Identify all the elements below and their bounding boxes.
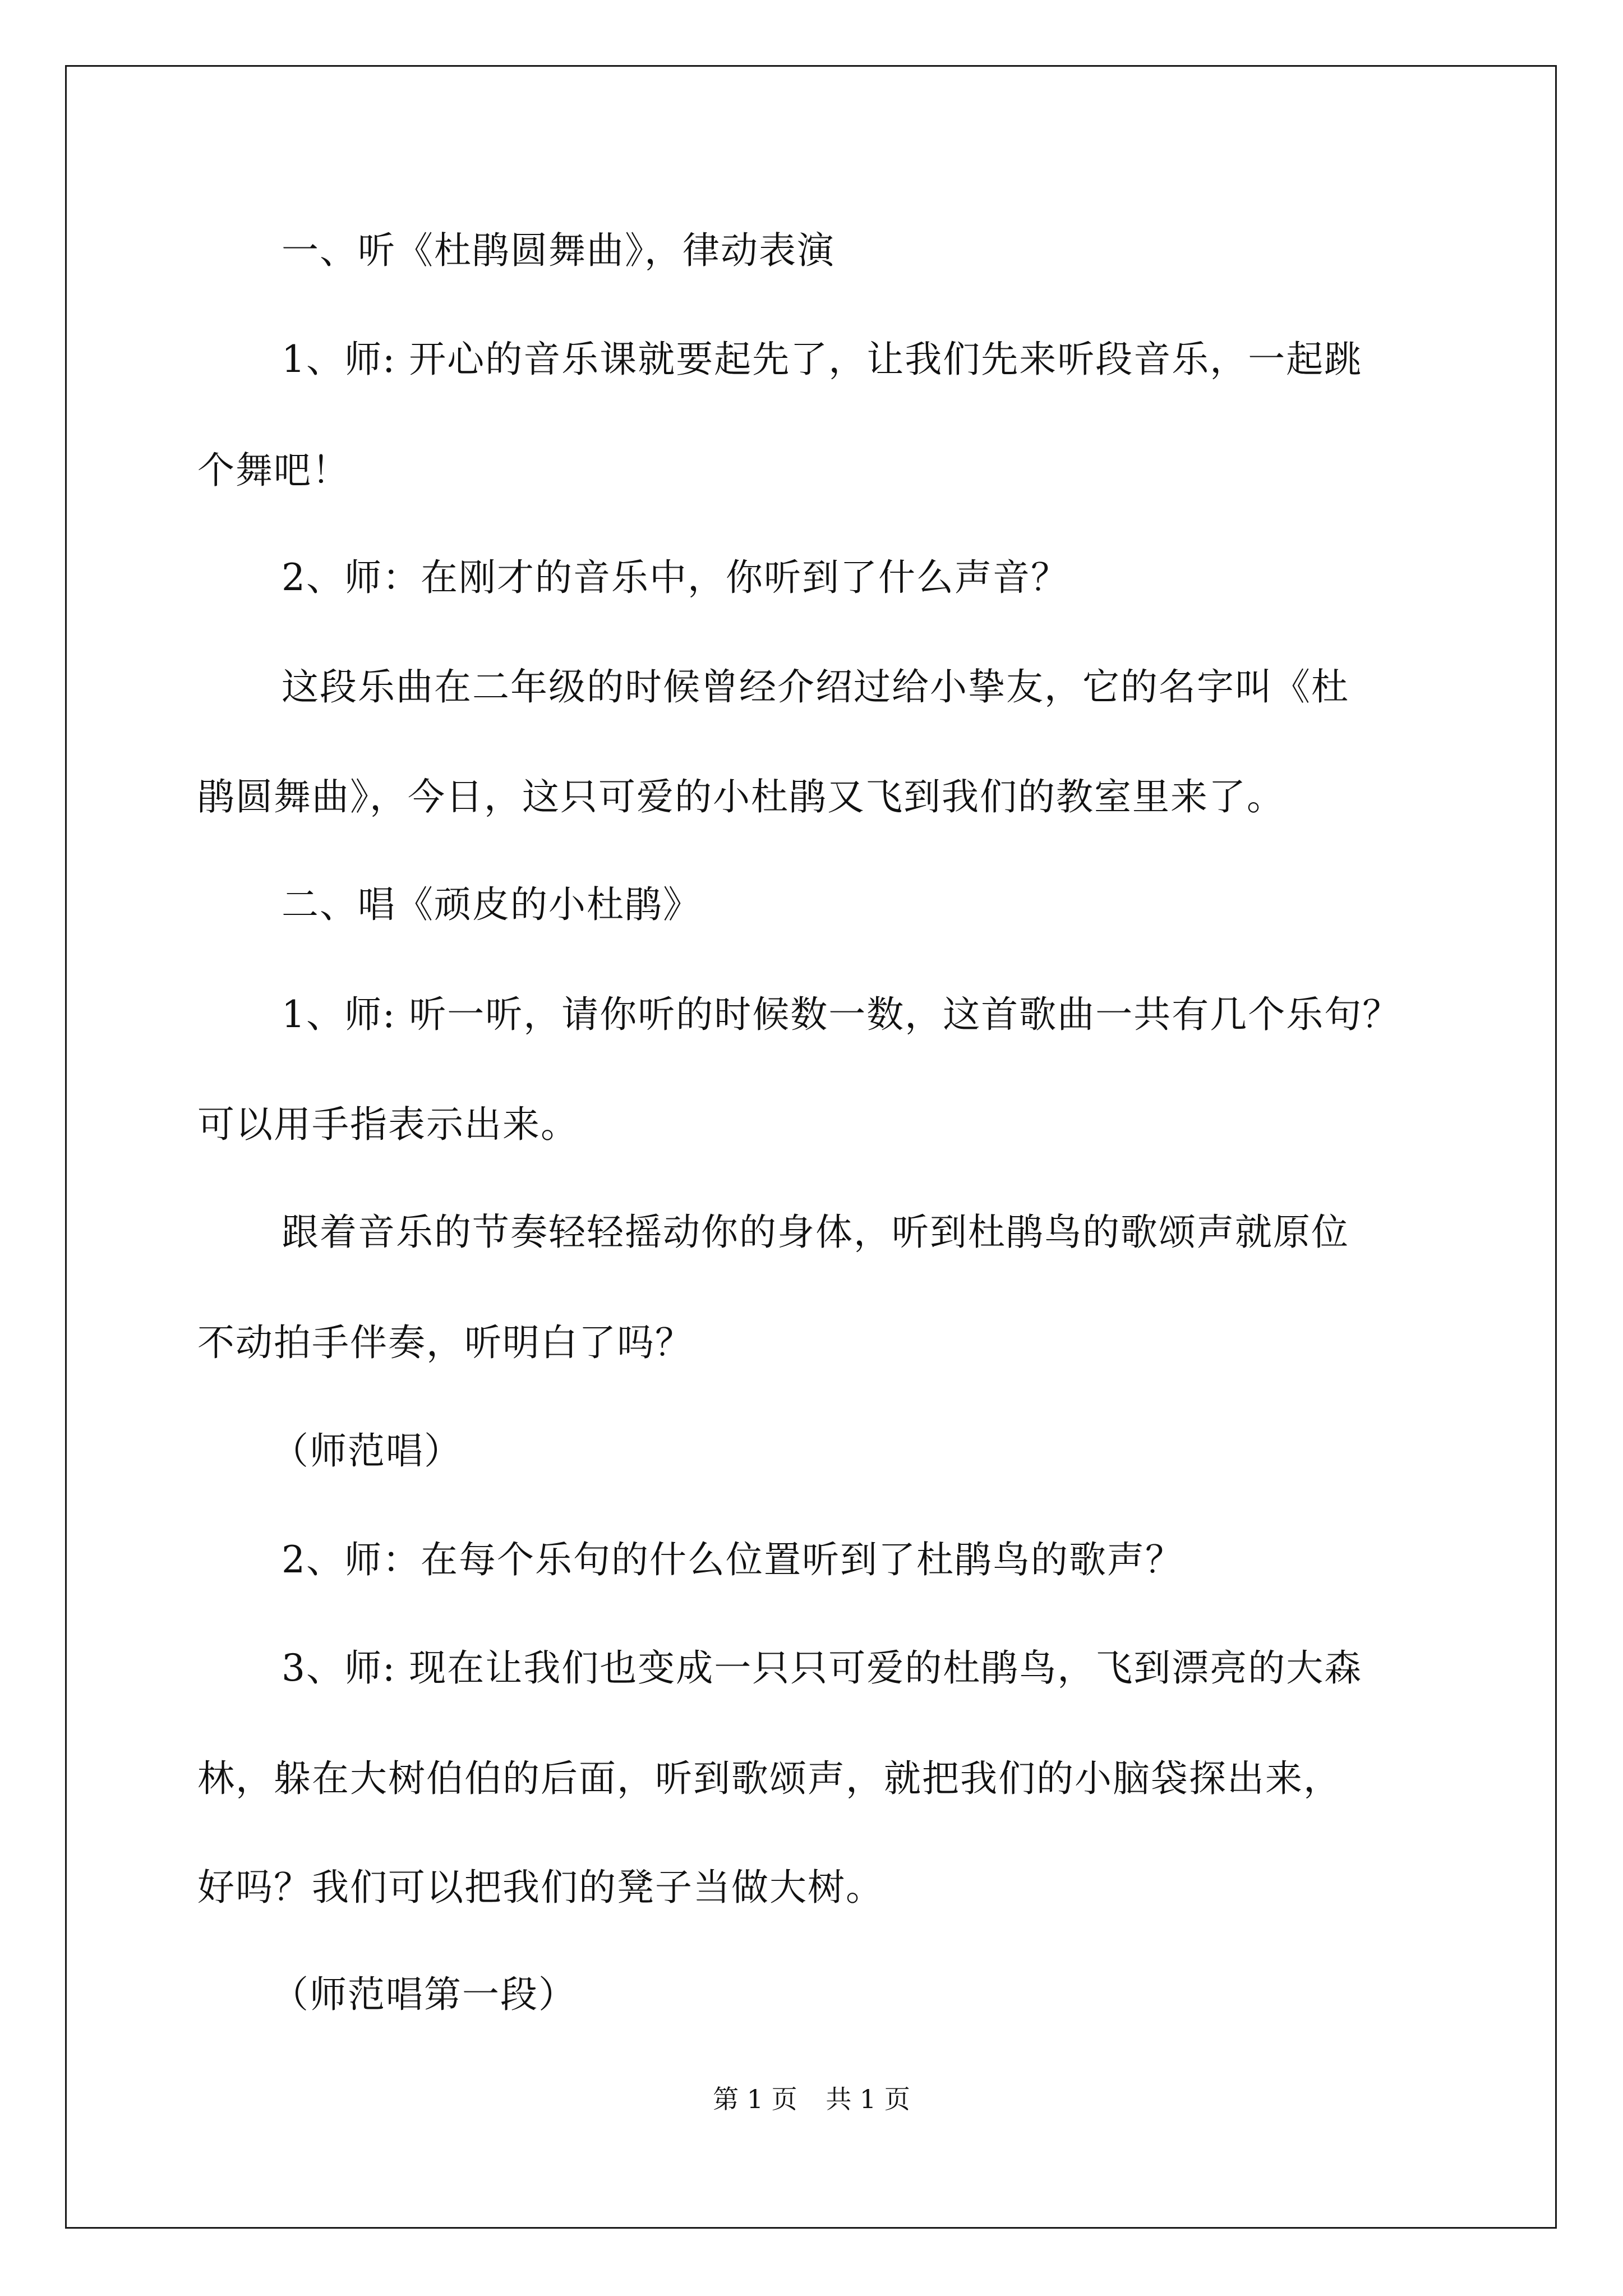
- paragraph-line: 这段乐曲在二年级的时候曾经介绍过给小挚友，它的名字叫《杜: [282, 665, 1349, 708]
- section-heading-2: 二、唱《顽皮的小杜鹃》: [282, 883, 701, 926]
- paragraph-line: 个舞吧！: [197, 449, 350, 492]
- paragraph-line: 可以用手指表示出来。: [197, 1103, 579, 1146]
- paragraph-line: 不动拍手伴奏，听明白了吗？: [197, 1321, 693, 1364]
- page-number-current: 第 1 页: [713, 2084, 797, 2114]
- page-number-total: 共 1 页: [826, 2084, 910, 2114]
- section-heading-1: 一、听《杜鹃圆舞曲》，律动表演: [282, 229, 835, 272]
- paragraph-line: 跟着音乐的节奏轻轻摇动你的身体，听到杜鹃鸟的歌颂声就原位: [282, 1211, 1349, 1254]
- paragraph-line: 2、师：在每个乐句的什么位置听到了杜鹃鸟的歌声？: [282, 1538, 1183, 1581]
- paragraph-line: 好吗？我们可以把我们的凳子当做大树。: [197, 1866, 884, 1909]
- paragraph-line: 3、师: 现在让我们也变成一只只可爱的杜鹃鸟，飞到漂亮的大森: [282, 1646, 1363, 1690]
- paragraph-line: 鹃圆舞曲》，今日，这只可爱的小杜鹃又飞到我们的教室里来了。: [197, 775, 1285, 818]
- stage-direction: （师范唱第一段）: [271, 1973, 577, 2016]
- paragraph-line: 林，躲在大树伯伯的后面，听到歌颂声，就把我们的小脑袋探出来，: [197, 1757, 1341, 1800]
- paragraph-line: 2、师：在刚才的音乐中，你听到了什么声音？: [282, 556, 1069, 599]
- page-footer: [0, 2082, 1623, 2116]
- paragraph-line: 1、师: 听一听，请你听的时候数一数，这首歌曲一共有几个乐句？: [282, 993, 1401, 1036]
- stage-direction: （师范唱）: [271, 1429, 462, 1473]
- paragraph-line: 1、师: 开心的音乐课就要起先了，让我们先来听段音乐，一起跳: [282, 338, 1363, 381]
